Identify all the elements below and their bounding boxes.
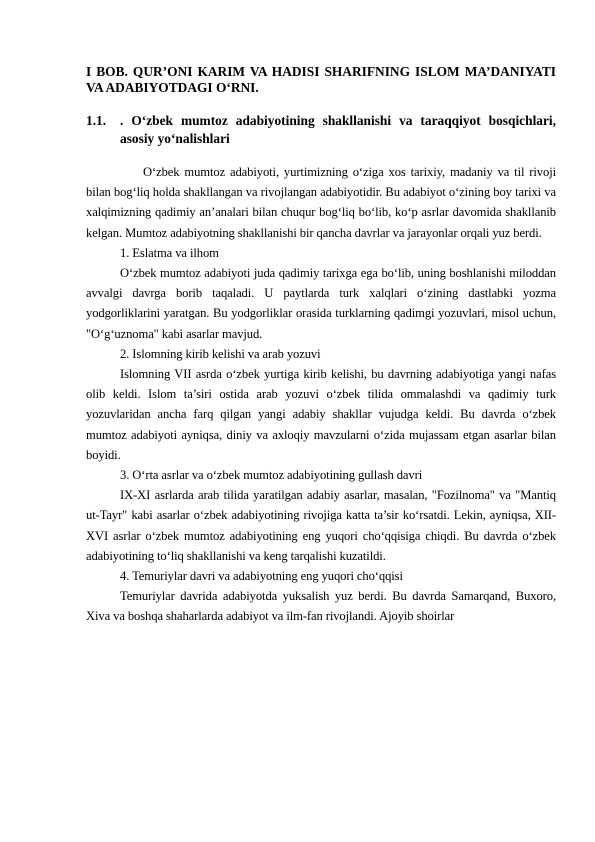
subheading: 2. Islomning kirib kelishi va arab yozuvi <box>120 346 321 361</box>
section-title: . O‘zbek mumtoz adabiyotining shakllanishi va taraqqiyot bosqichlari, asosiy yo‘nalishlari <box>120 113 556 146</box>
subheading: 1. Eslatma va ilhom <box>120 245 219 260</box>
body-text <box>86 162 556 627</box>
paragraph: IX-XI asrlarda arab tilida yaratilgan adabiy asarlar, masalan, "Fozilnoma" va "Mantiq ut-Tayr" kabi asarlar o‘zbek adabiyotining rivojiga katta ta’sir ko‘rsatdi. Lekin, ayniqsa, XII-XVI asrlar o‘zbek mumtoz adabiyotining eng yuqori cho‘qqisiga chiqdi. Bu davrda o‘zbek adabiyotining to‘liq shakllanishi va keng tarqalishi kuzatildi. <box>86 488 556 563</box>
document-page <box>86 64 556 627</box>
paragraph: O‘zbek mumtoz adabiyoti, yurtimizning o‘ziga xos tarixiy, madaniy va til rivoji bilan bog‘liq holda shakllangan va rivojlangan adabiyotidir. Bu adabiyot o‘zining boy tarixi va xalqimizning qadimiy an’analari bilan chuqur bog‘liq bo‘lib, ko‘p asrlar davomida shakllanib kelgan. Mumtoz adabiyotning shakllanishi bir qancha davrlar va jarayonlar orqali yuz berdi. <box>86 165 556 240</box>
section-number: 1.1. <box>86 113 107 128</box>
subheading: 4. Temuriylar davri va adabiyotning eng yuqori cho‘qqisi <box>120 569 403 584</box>
subheading: 3. O‘rta asrlar va o‘zbek mumtoz adabiyotining gullash davri <box>120 468 423 483</box>
section-heading <box>86 112 556 148</box>
paragraph: O‘zbek mumtoz adabiyoti juda qadimiy tarixga ega bo‘lib, uning boshlanishi miloddan avvalgi davrga borib taqaladi. U paytlarda turk xalqlari o‘zining dastlabki yozma yodgorliklarini yaratgan. Bu yodgorliklar orasida turklarning qadimgi yozuvlari, misol uchun, "O‘g‘uznoma" kabi asarlar mavjud. <box>86 266 556 341</box>
chapter-title: I BOB. QUR’ONI KARIM VA HADISI SHARIFNING ISLOM MA’DANIYATI VA ADABIYOTDAGI O‘RNI. <box>86 64 556 95</box>
paragraph: Temuriylar davrida adabiyotda yuksalish yuz berdi. Bu davrda Samarqand, Buxoro, Xiva va boshqa shaharlarda adabiyot va ilm-fan rivojlandi. Ajoyib shoirlar <box>86 589 556 624</box>
paragraph: Islomning VII asrda o‘zbek yurtiga kirib kelishi, bu davrning adabiyotiga yangi nafas olib keldi. Islom ta’siri ostida arab yozuvi o‘zbek tilida ommalashdi va qadimiy turk yozuvlaridan ancha farq qilgan yangi adabiy shakllar vujudga keldi. Bu davrda o‘zbek mumtoz adabiyoti ayniqsa, diniy va axloqiy mavzularni o‘zida mujassam etgan asarlar bilan boyidi. <box>86 367 556 462</box>
